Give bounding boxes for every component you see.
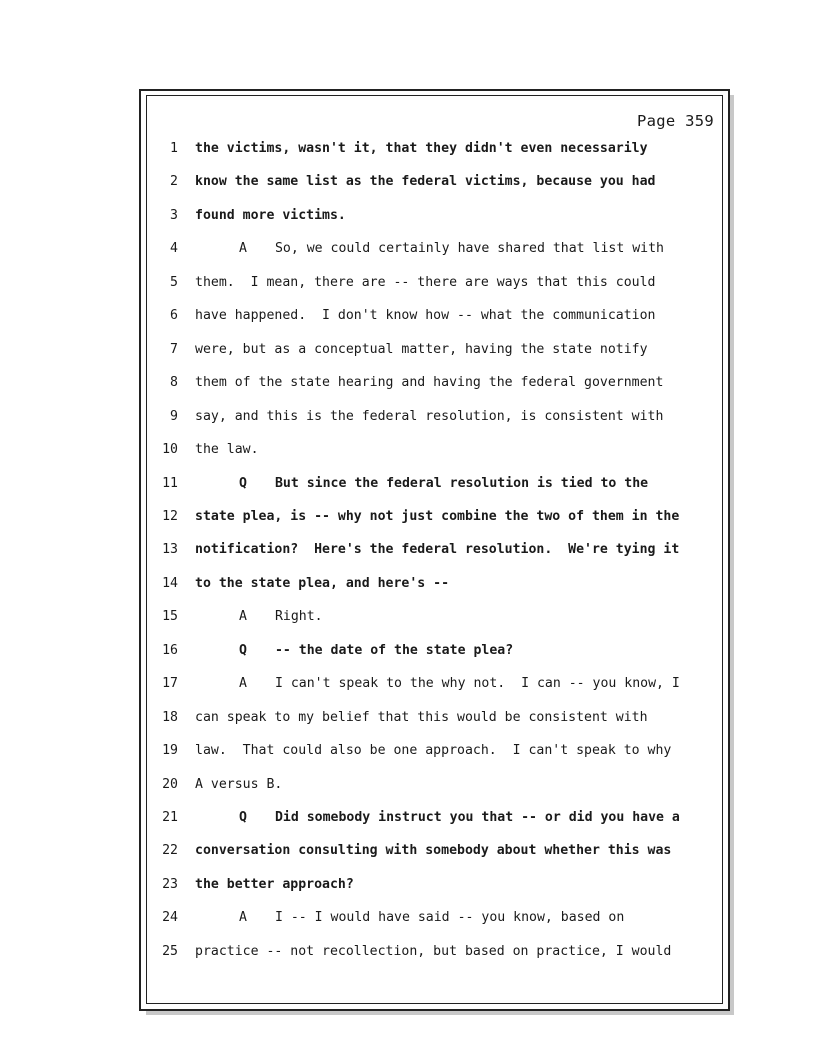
line-number: 8 bbox=[170, 375, 178, 391]
speaker-label: Q bbox=[239, 810, 247, 825]
line-text: Q Did somebody instruct you that -- or did you have a bbox=[239, 810, 680, 825]
line-number: 10 bbox=[162, 442, 178, 458]
speaker-label: Q bbox=[239, 475, 247, 491]
line-text: the better approach? bbox=[195, 876, 354, 892]
line-number: 22 bbox=[162, 843, 178, 859]
page-shadow-bottom bbox=[146, 1011, 734, 1015]
line-number: 16 bbox=[162, 642, 178, 658]
line-text: A versus B. bbox=[195, 776, 283, 792]
line-text: them of the state hearing and having the federal government bbox=[195, 375, 664, 391]
line-text: have happened. I don't know how -- what the communication bbox=[195, 308, 656, 324]
line-text: were, but as a conceptual matter, having the state notify bbox=[195, 341, 648, 357]
line-text: them. I mean, there are -- there are ways that this could bbox=[195, 274, 656, 290]
line-number: 12 bbox=[162, 508, 178, 524]
line-text: the law. bbox=[195, 442, 259, 458]
line-number: 15 bbox=[162, 609, 178, 625]
line-text: found more victims. bbox=[195, 207, 346, 223]
line-text: A Right. bbox=[239, 609, 323, 625]
speaker-label: A bbox=[239, 676, 247, 692]
line-number: 2 bbox=[170, 174, 178, 190]
line-number: 4 bbox=[170, 241, 178, 257]
line-text: A I can't speak to the why not. I can -- you know, I bbox=[239, 676, 680, 692]
page-number: Page 359 bbox=[636, 112, 714, 130]
page-shadow-right bbox=[730, 95, 734, 1013]
line-number: 11 bbox=[162, 475, 178, 491]
line-number: 6 bbox=[170, 308, 178, 324]
line-text: Q -- the date of the state plea? bbox=[239, 642, 514, 658]
line-number: 5 bbox=[170, 274, 178, 290]
line-number: 3 bbox=[170, 207, 178, 223]
line-text: conversation consulting with somebody about whether this was bbox=[195, 843, 672, 859]
line-number: 13 bbox=[162, 542, 178, 558]
line-number: 20 bbox=[162, 776, 178, 792]
line-number: 23 bbox=[162, 876, 178, 892]
line-text: the victims, wasn't it, that they didn't even necessarily bbox=[195, 141, 648, 156]
line-number: 17 bbox=[162, 676, 178, 692]
line-text: A I -- I would have said -- you know, based on bbox=[239, 910, 625, 926]
line-number: 14 bbox=[162, 575, 178, 591]
line-number: 1 bbox=[170, 141, 178, 156]
line-text: law. That could also be one approach. I can't speak to why bbox=[195, 743, 672, 759]
line-text: say, and this is the federal resolution, is consistent with bbox=[195, 408, 664, 424]
line-text: know the same list as the federal victims, because you had bbox=[195, 174, 656, 190]
line-number: 7 bbox=[170, 341, 178, 357]
line-text: to the state plea, and here's -- bbox=[195, 575, 450, 591]
line-number: 21 bbox=[162, 810, 178, 825]
line-number: 18 bbox=[162, 709, 178, 725]
speaker-label: A bbox=[239, 609, 247, 625]
line-text: practice -- not recollection, but based on practice, I would bbox=[195, 943, 672, 959]
line-number: 9 bbox=[170, 408, 178, 424]
line-number: 19 bbox=[162, 743, 178, 759]
line-text: notification? Here's the federal resolution. We're tying it bbox=[195, 542, 680, 558]
line-number: 24 bbox=[162, 910, 178, 926]
line-number: 25 bbox=[162, 943, 178, 959]
line-text: A So, we could certainly have shared that list with bbox=[239, 241, 664, 257]
speaker-label: A bbox=[239, 910, 247, 926]
line-text: can speak to my belief that this would be consistent with bbox=[195, 709, 648, 725]
speaker-label: A bbox=[239, 241, 247, 257]
line-text: Q But since the federal resolution is tied to the bbox=[239, 475, 649, 491]
speaker-label: Q bbox=[239, 642, 247, 658]
line-text: state plea, is -- why not just combine the two of them in the bbox=[195, 508, 680, 524]
